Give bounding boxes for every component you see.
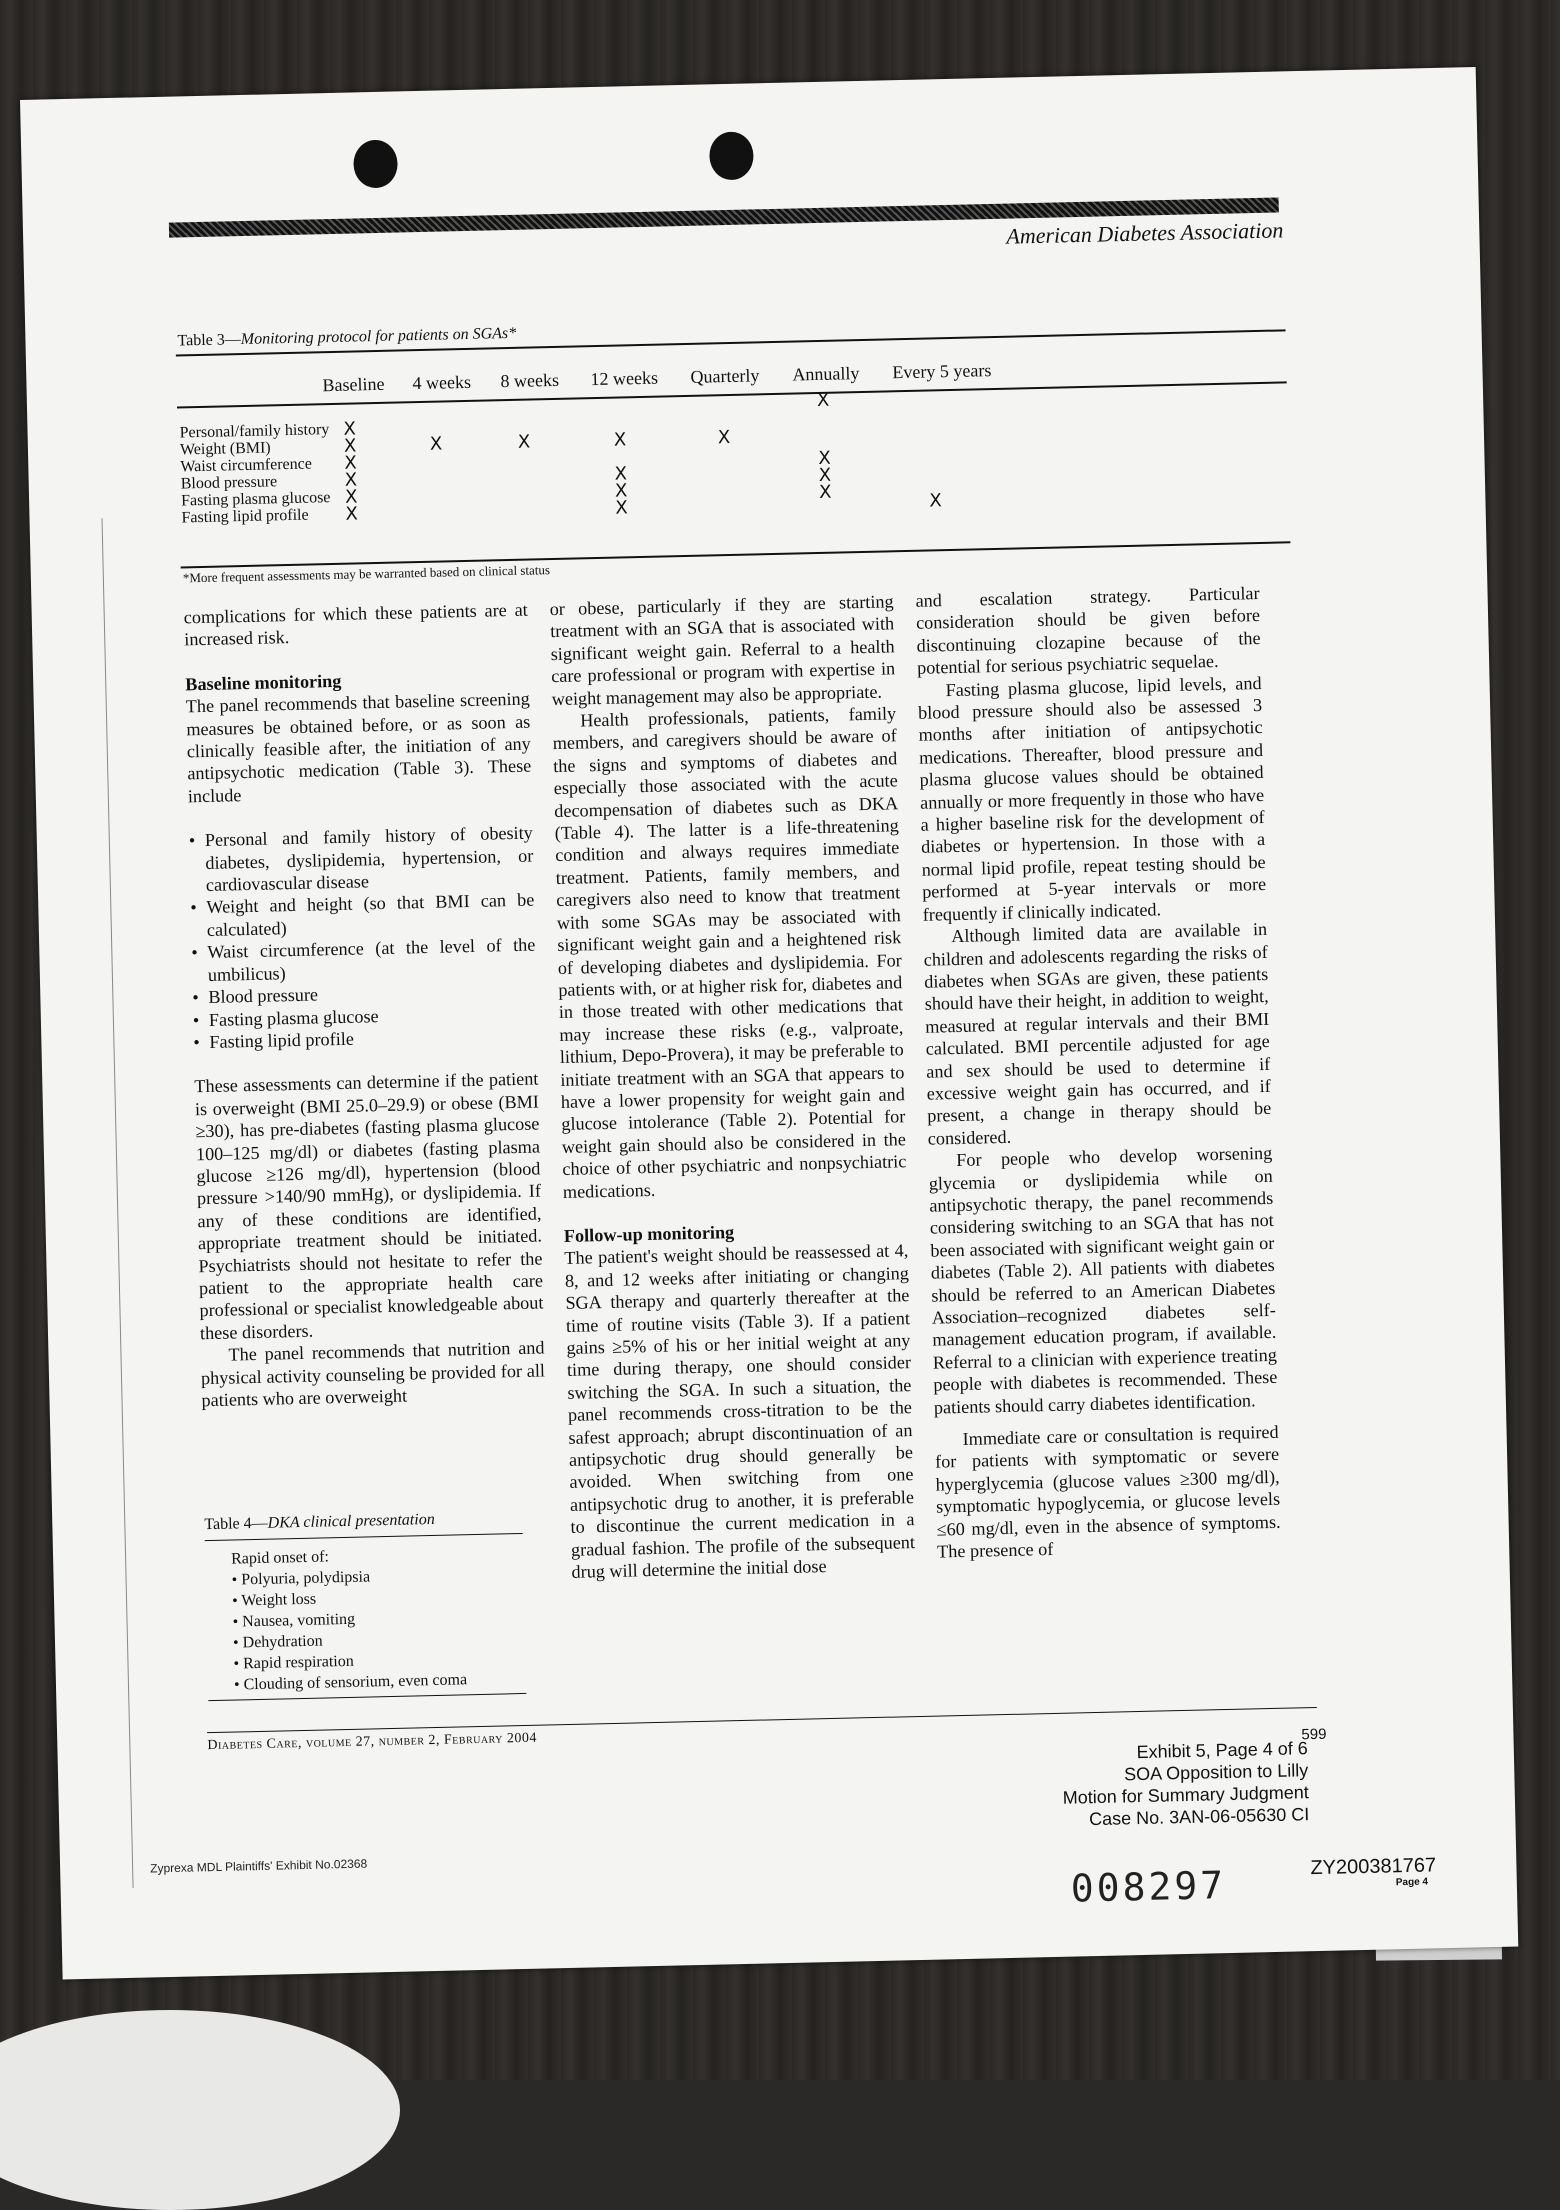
col3-paragraph: For people who develop worsening glycemia or dyslipidemia while on antipsychotic therapy, the panel recommends considering switching to an SGA that has not been associated with significant weight gain or diabetes (Table 2). All patients with diabetes should be referred to an American Diabetes Association–recognized diabetes self-management education program, if available. Referral to a clinician with experience treating people with diabetes is recommended. These patients should carry diabetes identification. <box>928 1143 1278 1418</box>
bullet-icon: • <box>232 1634 243 1652</box>
bullet-icon: • <box>231 1571 242 1589</box>
document-page <box>20 67 1518 1980</box>
table3-mark: X <box>816 389 830 411</box>
zy-number: ZY200381767 <box>1310 1854 1437 1880</box>
text-column-2 <box>549 590 915 1583</box>
table3-row-label: Fasting lipid profile <box>181 506 309 527</box>
table3-mark: X <box>517 431 531 453</box>
col1-paragraph: The panel recommends that nutrition and physical activity counseling be provided for all patients who are overweight <box>200 1337 546 1411</box>
association-header: American Diabetes Association <box>1006 217 1284 249</box>
table4-rule <box>205 1533 523 1541</box>
table3-mark: X <box>818 464 832 486</box>
table4-item-text: Nausea, vomiting <box>242 1610 356 1631</box>
table3-mark: X <box>344 452 357 474</box>
table3-mark: X <box>818 447 831 469</box>
margin-line <box>102 518 134 1888</box>
bullet-icon: • <box>231 1592 242 1610</box>
table3-mark: X <box>343 435 357 457</box>
punch-hole <box>709 131 754 180</box>
table4-item-text: Dehydration <box>242 1632 323 1652</box>
col1-paragraph: These assessments can determine if the patient is overweight (BMI 25.0–29.9) or obese (BMI ≥30), has pre-diabetes (fasting plasma glucose 100–125 mg/dl) or diabetes (fasting plasma glucose ≥126 mg/dl), hypertension (blood pressure >140/90 mmHg), or dyslipidemia. If any of these conditions are identified, appropriate treatment should be initiated. Psychiatrists should not hesitate to refer the patient to the appropriate health care professional or specialist knowledgeable about these disorders. <box>194 1068 544 1344</box>
table3-mark: X <box>615 497 628 519</box>
table3-row-label: Blood pressure <box>180 473 278 493</box>
exhibit-line: Case No. 3AN-06-05630 CI <box>1088 1804 1310 1830</box>
baseline-measure-item: • Fasting lipid profile <box>193 1023 537 1053</box>
baseline-measure-item: • Weight and height (so that BMI can be calculated) <box>190 889 535 942</box>
baseline-measure-item: • Waist circumference (at the level of the umbilicus) <box>191 934 536 987</box>
col2-paragraph: The patient's weight should be reassessed at 4, 8, and 12 weeks after initiating or changing SGA therapy and quarterly thereafter at the time of routine visits (Table 3). If a patient gains ≥5% of his or her initial weight at any time during therapy, one should consider switching the SGA. In such a situation, the panel recommends cross-titration to be the safest approach; abrupt discontinuation of an antipsychotic drug should generally be avoided. When switching from one antipsychotic drug to another, it is preferable to discontinue the current medication in a gradual fashion. The profile of the subsequent drug will determine the initial dose <box>564 1240 916 1582</box>
table3-footnote: *More frequent assessments may be warranted based on clinical status <box>182 562 551 586</box>
table3-mark: X <box>613 429 627 451</box>
col3-paragraph: and escalation strategy. Particular consideration should be given before discontinuing clozapine because of the potential for serious psychiatric sequelae. <box>915 583 1261 679</box>
table3-column-header: Annually <box>792 363 860 385</box>
baseline-monitoring-heading: Baseline monitoring <box>185 670 342 695</box>
table3-mark: X <box>614 480 628 502</box>
table4-item-text: Polyuria, polydipsia <box>241 1568 371 1589</box>
table3-title-italic: Monitoring protocol for patients on SGAs* <box>240 324 517 349</box>
zy-page-label: Page 4 <box>1395 1876 1429 1889</box>
table3-column-header: Baseline <box>322 373 385 396</box>
table3-mark: X <box>344 486 358 508</box>
col3-paragraph: Although limited data are available in children and adolescents regarding the risks of diabetes when SGAs are given, these patients should have their height, in addition to weight, measured at regular intervals and their BMI calculated. BMI percentile adjusted for age and sex should be used to determine if excessive weight gain has occurred, and if present, a change in therapy should be considered. <box>923 919 1272 1149</box>
table3-mark: X <box>614 463 628 485</box>
table4-item-text: Weight loss <box>241 1590 317 1610</box>
baseline-measure-item: • Fasting plasma glucose <box>193 1001 537 1031</box>
table3-mark: X <box>929 490 942 512</box>
exhibit-label <box>1061 1737 1309 1831</box>
table3-column-header: 4 weeks <box>412 371 472 394</box>
table3-mark: X <box>345 503 359 525</box>
exhibit-line: SOA Opposition to Lilly <box>1123 1760 1309 1785</box>
bullet-icon: • <box>233 1655 244 1673</box>
text-column-1 <box>184 599 546 1412</box>
punch-hole <box>353 139 398 188</box>
exhibit-line: Motion for Summary Judgment <box>1062 1782 1309 1808</box>
col3-paragraph: Immediate care or consultation is required for patients with symptomatic or severe hyperglycemia (glucose values ≥300 mg/dl), symptomatic hypoglycemia, or glucose levels ≤60 mg/dl, even in the absence of symptoms. The presence of <box>934 1421 1281 1562</box>
bullet-icon: • <box>232 1613 243 1631</box>
table3-bottom-rule <box>181 541 1291 568</box>
table4-intro: Rapid onset of: <box>230 1548 330 1568</box>
col1-paragraph: The panel recommends that baseline screening measures be obtained before, or as soon as clinically feasible after, the initiation of any antipsychotic medication (Table 3). These include <box>185 688 532 807</box>
table4-title-italic: DKA clinical presentation <box>267 1510 435 1532</box>
follow-up-monitoring-heading: Follow-up monitoring <box>563 1222 735 1246</box>
baseline-measure-item: • Blood pressure <box>192 979 536 1009</box>
table3-row-label: Waist circumference <box>180 455 313 476</box>
table4-list <box>205 1542 526 1696</box>
table3-row-label: Fasting plasma glucose <box>180 489 331 510</box>
table4-item-text: Clouding of sensorium, even coma <box>243 1671 468 1694</box>
table3-mark: X <box>429 433 443 455</box>
table3-mark: X <box>818 481 832 503</box>
table3-mark: X <box>717 426 731 449</box>
table3-column-header: Every 5 years <box>892 360 992 383</box>
col3-paragraph: Fasting plasma glucose, lipid levels, and blood pressure should also be assessed 3 months after initiation of antipsychotic medications. Thereafter, blood pressure and plasma glucose values should be obtained annually or more frequently in those who have a higher baseline risk for the development of diabetes or hypertension. In those with a normal lipid profile, repeat testing should be performed at 5-year intervals or more frequently if clinically indicated. <box>917 672 1267 925</box>
col2-paragraph: or obese, particularly if they are starting treatment with an SGA that is associated with significant weight gain. Referral to a health care professional or program with expertise in weight management may also be appropriate. <box>549 591 896 709</box>
table3-column-header: 12 weeks <box>590 367 659 390</box>
table3-title <box>177 325 516 351</box>
table3-column-header: 8 weeks <box>500 369 560 392</box>
exhibit-line: Exhibit 5, Page 4 of 6 <box>1136 1738 1308 1763</box>
table4 <box>204 1509 526 1709</box>
text-column-3 <box>915 582 1281 1563</box>
table3-mark: X <box>344 469 358 491</box>
plaintiff-exhibit-stamp: Zyprexa MDL Plaintiffs' Exhibit No.02368 <box>149 1856 368 1876</box>
table3-row-label: Weight (BMI) <box>179 439 271 459</box>
baseline-measures-list <box>189 822 538 1054</box>
bates-number: 008297 <box>1070 1863 1227 1911</box>
baseline-measure-item: • Personal and family history of obesity diabetes, dyslipidemia, hypertension, or cardiovascular disease <box>189 822 534 897</box>
journal-citation: Diabetes Care, volume 27, number 2, February 2004 <box>207 1730 538 1754</box>
table3-title-prefix: Table 3— <box>177 331 241 350</box>
bullet-icon: • <box>233 1676 244 1694</box>
col1-paragraph: complications for which these patients are at increased risk. <box>183 599 528 650</box>
col2-paragraph: Health professionals, patients, family members, and caregivers should be aware of the signs and symptoms of diabetes and especially those associated with the acute decompensation of diabetes such as DKA (Table 4). The latter is a life-threatening condition and always requires immediate treatment. Patients, family members, and caregivers also need to know that treatment with some SGAs may be associated with significant weight gain and a heightened risk of developing diabetes and dyslipidemia. For patients with, or at higher risk for, diabetes and in those treated with other medications that may increase these risks (e.g., valproate, lithium, Depo-Provera), it may be preferable to initiate treatment with an SGA that appears to have a lower propensity for weight gain and glucose intolerance (Table 2). Potential for weight gain should also be considered in the choice of other psychiatric and nonpsychiatric medications. <box>552 703 907 1202</box>
table3-column-header: Quarterly <box>690 365 760 387</box>
table3-mark: X <box>343 418 357 440</box>
table4-title-prefix: Table 4— <box>204 1514 268 1534</box>
page-number: 599 <box>1301 1725 1327 1744</box>
table3-row-label: Personal/family history <box>179 421 330 442</box>
table4-title <box>204 1509 522 1534</box>
table4-item-text: Rapid respiration <box>242 1652 354 1673</box>
footer-rule <box>207 1707 1317 1733</box>
